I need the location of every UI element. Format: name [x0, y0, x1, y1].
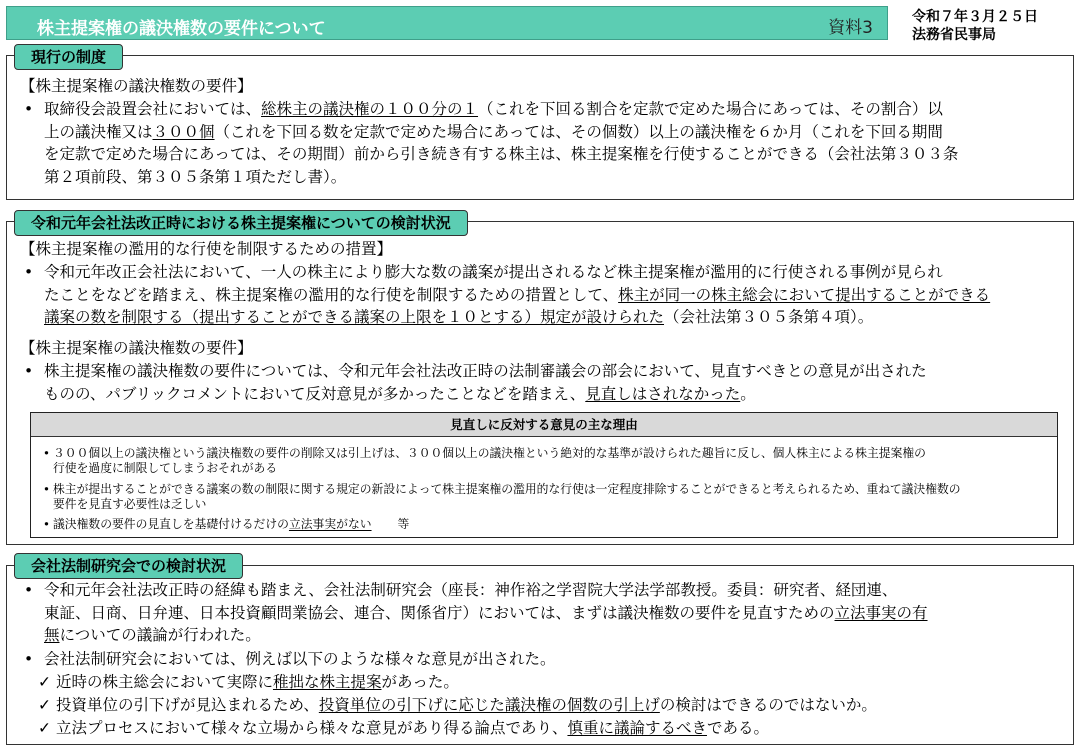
section2-subheading-requirements: 【株主提案権の議決権数の要件】	[20, 339, 253, 357]
bullet-line: ものの、パブリックコメントにおいて反対意見が多かったことなどを踏まえ、見直しはされなかった。	[44, 384, 756, 403]
section-heading-2019-review: 令和元年会社法改正時における株主提案権についての検討状況	[14, 210, 468, 236]
bullet-line: 株主提案権の議決権数の要件については、令和元年会社法改正時の法制審議会の部会において、見直すべきとの意見が出された	[44, 362, 927, 380]
bullet-line: 取締役会設置会社においては、総株主の議決権の１００分の１（これを下回る割合を定款で定めた場合にあっては、その割合）以	[44, 100, 943, 118]
section2-bullet-abuse	[24, 261, 1074, 329]
bullet-line: 令和元年会社法改正時の経緯も踏まえ、会社法制研究会（座長：神作裕之学習院大学法学部教授。委員：研究者、経団連、	[44, 581, 898, 599]
bullet-dot: •	[24, 362, 34, 380]
opinion-item-2: ✓ 投資単位の引下げが見込まれるため、投資単位の引下げに応じた議決権の個数の引上げの検討はできるのではないか。	[38, 696, 877, 714]
opposition-reasons-heading: 見直しに反対する意見の主な理由	[31, 413, 1057, 437]
bullet-line: を定款で定めた場合にあっては、その期間）前から引き続き有する株主は、株主提案権を行使することができる（会社法第３０３条	[44, 145, 959, 163]
opposition-reason-1: • ３００個以上の議決権という議決権数の要件の削除又は引上げは、３００個以上の議決権という絶対的な基準が設けられた趣旨に反し、個人株主による株主提案権の 行使を過度に制限してしまうおそれがある	[43, 446, 926, 475]
date-block	[912, 8, 1038, 44]
opposition-reason-3: • 議決権数の要件の見直しを基礎付けるだけの立法事実がない 等	[43, 517, 410, 531]
bullet-line: 令和元年改正会社法において、一人の株主により膨大な数の議案が提出されるなど株主提案権が濫用的に行使される事例が見られ	[44, 263, 943, 281]
section-heading-study-group: 会社法制研究会での検討状況	[14, 553, 243, 579]
section2-bullet-requirements	[24, 360, 1074, 405]
bullet-line: たことをなどを踏まえ、株主提案権の濫用的な行使を制限するための措置として、株主が同一の株主総会において提出することができる	[44, 285, 991, 304]
check-icon: ✓	[38, 696, 51, 714]
title-bar	[6, 6, 888, 40]
check-icon: ✓	[38, 719, 51, 737]
material-number: 資料3	[828, 18, 873, 38]
bullet-line: 東証、日商、日弁連、日本投資顧問業協会、連合、関係省庁）においては、まずは議決権数の要件を見直すための立法事実の有	[44, 603, 928, 622]
bullet-dot: •	[24, 650, 34, 668]
section3-bullet-2: • 会社法制研究会においては、例えば以下のような様々な意見が出された。	[44, 648, 1074, 671]
bullet-line: 無についての議論が行われた。	[44, 626, 261, 644]
bullet-line: 第２項前段、第３０５条第１項ただし書）。	[44, 167, 347, 186]
bullet-dot: •	[43, 482, 50, 496]
check-icon: ✓	[38, 673, 51, 691]
section1-subheading: 【株主提案権の議決権数の要件】	[20, 77, 253, 95]
opinion-item-3: ✓ 立法プロセスにおいて様々な立場から様々な意見があり得る論点であり、慎重に議論するべきである。	[38, 719, 769, 737]
section3-bullet-1	[24, 579, 1074, 647]
section-heading-current-system: 現行の制度	[14, 44, 123, 70]
section2-subheading-abuse: 【株主提案権の濫用的な行使を制限するための措置】	[20, 240, 393, 258]
opposition-reasons-box	[30, 412, 1058, 538]
bullet-line: 議案の数を制限する（提出することができる議案の上限を１０とする）規定が設けられた（会社法第３０５条第４項）。	[44, 308, 874, 326]
bullet-line: 上の議決権又は３００個（これを下回る数を定款で定めた場合にあっては、その個数）以上の議決権を６か月（これを下回る期間	[44, 122, 943, 141]
section1-bullet	[24, 98, 1074, 188]
opinion-item-1: ✓ 近時の株主総会において実際に稚拙な株主提案があった。	[38, 673, 459, 691]
bullet-dot: •	[24, 100, 34, 118]
opposition-reason-2: • 株主が提出することができる議案の数の制限に関する規定の新設によって株主提案権の濫用的な行使は一定程度排除することができると考えられるため、重ねて議決権数の 要件を見直す必要性は乏しい	[43, 482, 961, 511]
bullet-dot: •	[43, 517, 50, 531]
bullet-dot: •	[24, 263, 34, 281]
issuing-organization: 法務省民事局	[912, 27, 996, 43]
page-title: 株主提案権の議決権数の要件について	[37, 19, 326, 39]
document-date: 令和７年３月２５日	[912, 9, 1038, 25]
bullet-dot: •	[43, 446, 50, 460]
bullet-dot: •	[24, 581, 34, 599]
